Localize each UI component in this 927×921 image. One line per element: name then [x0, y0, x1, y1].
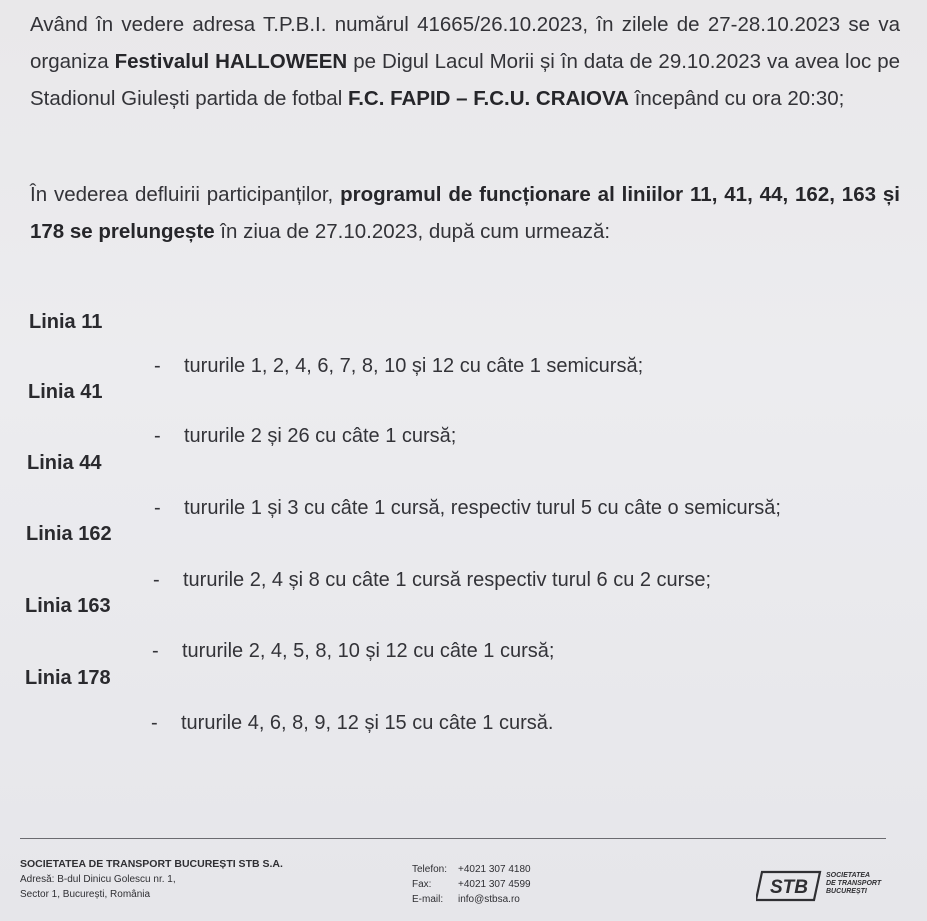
route-text: tururile 4, 6, 8, 9, 12 și 15 cu câte 1 cursă.: [181, 712, 554, 734]
line-label: Linia 11: [29, 311, 103, 333]
route-detail: [154, 425, 456, 448]
notice-text-2: în ziua de 27.10.2023, după cum urmează:: [214, 220, 611, 243]
festival-name: Festivalul HALLOWEEN: [114, 50, 348, 73]
route-detail: [154, 355, 643, 378]
route-detail: [152, 640, 554, 663]
list-dash: -: [151, 712, 158, 734]
contact-info: [412, 862, 531, 907]
footer-divider: [20, 838, 886, 839]
stb-logo-caption: [826, 872, 881, 896]
list-dash: -: [154, 497, 161, 519]
notice-text-1: În vederea defluirii participanților,: [30, 183, 341, 206]
logo-line-3: BUCUREȘTI: [826, 888, 867, 895]
phone-label: Telefon:: [412, 864, 448, 875]
route-text: tururile 2, 4 și 8 cu câte 1 cursă respectiv turul 6 cu 2 curse;: [183, 569, 712, 591]
email-address: info@stbsa.ro: [458, 894, 520, 905]
route-text: tururile 2 și 26 cu câte 1 cursă;: [184, 425, 457, 447]
stb-logo-mark: [756, 868, 826, 904]
route-text: tururile 1 și 3 cu câte 1 cursă, respectiv turul 5 cu câte o semicursă;: [184, 497, 781, 519]
notice-bold: programul de funcționare al liniilor 11, 41, 44, 162, 163 și 178 se prelungește: [30, 183, 900, 243]
intro-text-2: pe Digul Lacul Morii și în data de 29.10.2023 va avea loc pe Stadionul Giulești partida de fotbal: [30, 50, 900, 110]
stb-logo: [756, 868, 886, 904]
logo-line-2: DE TRANSPORT: [826, 880, 882, 887]
line-label: Linia 163: [25, 595, 111, 617]
intro-text-1: Având în vedere adresa T.P.B.I. numărul 41665/26.10.2023, în zilele de 27-28.10.2023 se va organiza: [30, 13, 900, 73]
logo-line-1: SOCIETATEA: [826, 872, 871, 879]
list-dash: -: [153, 569, 160, 591]
route-text: tururile 2, 4, 5, 8, 10 și 12 cu câte 1 cursă;: [182, 640, 555, 662]
stb-logo-letters: STB: [770, 877, 808, 898]
route-text: tururile 1, 2, 4, 6, 7, 8, 10 și 12 cu câte 1 semicursă;: [184, 355, 644, 377]
address-line-2: Sector 1, București, România: [20, 889, 151, 900]
route-detail: [154, 497, 781, 520]
route-detail: [151, 712, 553, 735]
line-label: Linia 178: [25, 667, 111, 689]
intro-text-3: începând cu ora 20:30;: [628, 87, 845, 110]
notice-paragraph: [30, 176, 900, 250]
company-info: [20, 857, 283, 902]
company-name: SOCIETATEA DE TRANSPORT BUCUREȘTI STB S.A.: [20, 858, 283, 870]
fax-label: Fax:: [412, 879, 432, 890]
fax-number: +4021 307 4599: [458, 879, 531, 890]
line-label: Linia 41: [28, 381, 103, 403]
line-label: Linia 44: [27, 452, 102, 474]
list-dash: -: [152, 640, 159, 662]
email-label: E-mail:: [412, 894, 444, 905]
list-dash: -: [154, 355, 161, 377]
phone-number: +4021 307 4180: [458, 864, 531, 875]
match-name: F.C. FAPID – F.C.U. CRAIOVA: [347, 87, 629, 110]
address-line-1: Adresă: B-dul Dinicu Golescu nr. 1,: [20, 874, 176, 885]
line-label: Linia 162: [26, 523, 112, 545]
route-detail: [153, 569, 711, 592]
intro-paragraph: [30, 6, 900, 117]
list-dash: -: [154, 425, 161, 447]
